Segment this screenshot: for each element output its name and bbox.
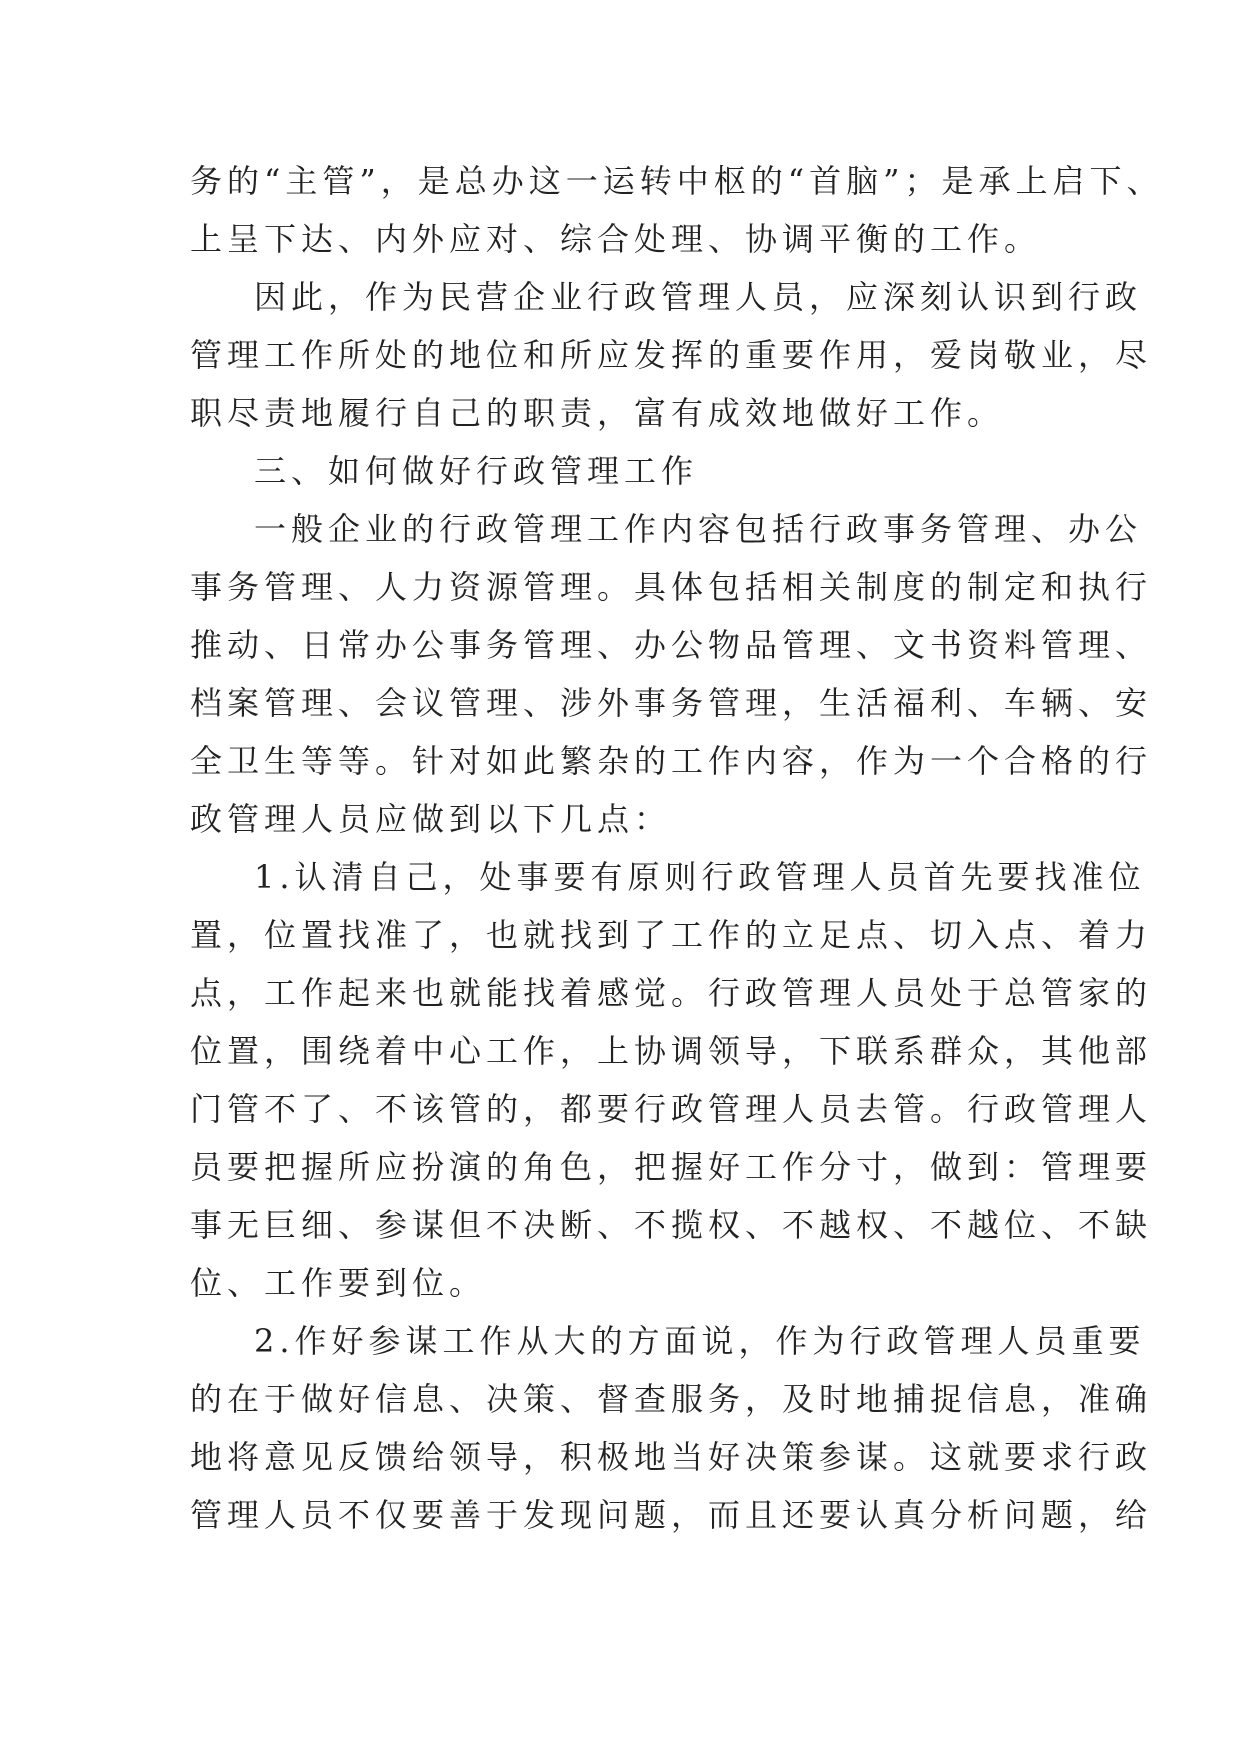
text-line: 地将意见反馈给领导，积极地当好决策参谋。这就要求行政: [190, 1438, 1153, 1476]
text-line: 务的“主管”，是总办这一运转中枢的“首脑”；是承上启下、: [190, 162, 1164, 200]
text-line: 一般企业的行政管理工作内容包括行政事务管理、办公: [254, 510, 1143, 548]
text-line: 的在于做好信息、决策、督查服务，及时地捕捉信息，准确: [190, 1380, 1153, 1418]
text-line: 点，工作起来也就能找着感觉。行政管理人员处于总管家的: [190, 974, 1153, 1012]
text-line: 全卫生等等。针对如此繁杂的工作内容，作为一个合格的行: [190, 742, 1153, 780]
text-line: 档案管理、会议管理、涉外事务管理，生活福利、车辆、安: [190, 684, 1153, 722]
text-line: 员要把握所应扮演的角色，把握好工作分寸，做到：管理要: [190, 1148, 1153, 1186]
text-line: 管理工作所处的地位和所应发挥的重要作用，爱岗敬业，尽: [190, 336, 1153, 374]
text-line: 位置，围绕着中心工作，上协调领导，下联系群众，其他部: [190, 1032, 1153, 1070]
text-line: 置，位置找准了，也就找到了工作的立足点、切入点、着力: [190, 916, 1153, 954]
text-line: 职尽责地履行自己的职责，富有成效地做好工作。: [190, 394, 1005, 432]
text-line: 门管不了、不该管的，都要行政管理人员去管。行政管理人: [190, 1090, 1153, 1128]
text-line: 上呈下达、内外应对、综合处理、协调平衡的工作。: [190, 220, 1042, 258]
document-body: [190, 152, 1164, 1544]
section-heading: 三、如何做好行政管理工作: [254, 452, 699, 490]
text-line: 事无巨细、参谋但不决断、不揽权、不越权、不越位、不缺: [190, 1206, 1153, 1244]
text-line: 管理人员不仅要善于发现问题，而且还要认真分析问题，给: [190, 1496, 1153, 1534]
list-item-heading: 2.作好参谋工作从大的方面说，作为行政管理人员重要: [254, 1322, 1146, 1360]
text-line: 事务管理、人力资源管理。具体包括相关制度的制定和执行: [190, 568, 1153, 606]
text-line: 因此，作为民营企业行政管理人员，应深刻认识到行政: [254, 278, 1143, 316]
list-item-heading: 1.认清自己，处事要有原则行政管理人员首先要找准位: [254, 858, 1146, 896]
text-line: 政管理人员应做到以下几点：: [190, 800, 672, 838]
text-line: 推动、日常办公事务管理、办公物品管理、文书资料管理、: [190, 626, 1153, 664]
text-line: 位、工作要到位。: [190, 1264, 487, 1302]
